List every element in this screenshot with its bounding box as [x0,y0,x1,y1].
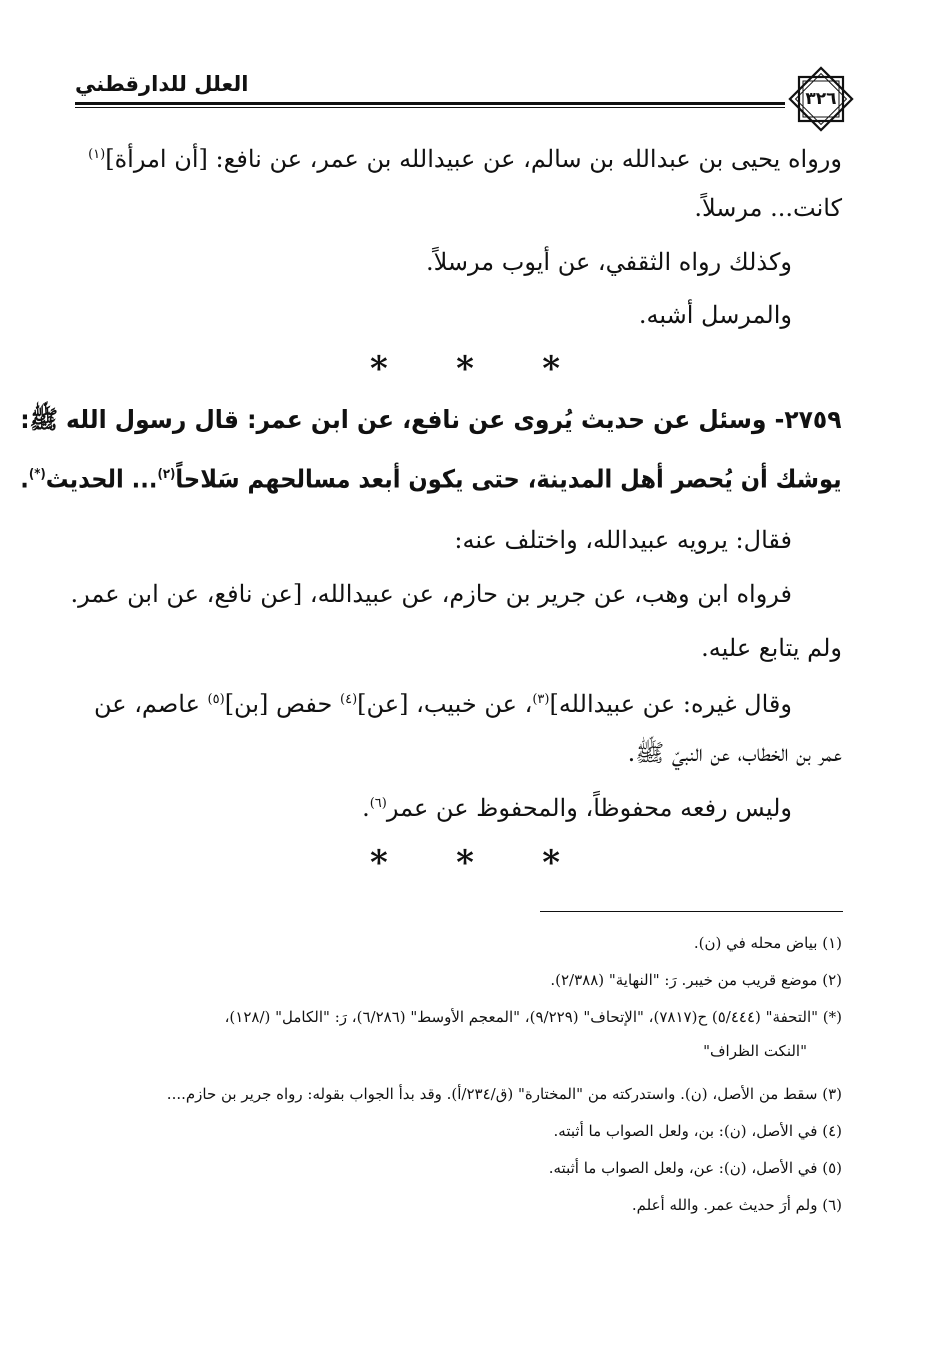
page-header [75,64,860,134]
footnote-ref-3[interactable]: (٣) [532,692,550,707]
footnote-ref-5[interactable]: (٥) [207,692,225,707]
footnote-ref-4[interactable]: (٤) [340,692,358,707]
page-number-badge [785,64,857,134]
body-line-2: كانت... مرسلاً. [694,194,842,222]
separator-star: * [456,349,474,389]
footnote-ref-6[interactable]: (٦) [369,796,387,811]
body-line-4: والمرسل أشبه. [638,301,792,329]
answer-line-3: ولم يتابع عليه. [701,634,842,662]
question-heading-line-2: يوشك أن يُحصر أهل المدينة، حتى يكون أبعد مسالحهم سَلاحاً$^{(٢)}$... الحديث(*). [20,464,843,494]
answer-line-5: عمر بن الخطاب، عن النبيّ ﷺ. [627,739,842,767]
footnote-ref-2[interactable]: (٢) [157,467,176,482]
page-number: ٣٢٦ [805,89,837,109]
separator-star: * [542,349,560,389]
footnote-3: (٣) سقط من الأصل، (ن). واستدركته من "المختارة" (ق/٢٣٤/أ). وقد بدأ الجواب بقوله: رواه جرير بن حازم.... [166,1085,842,1103]
footnote-5: (٥) في الأصل، (ن): عن، ولعل الصواب ما أثبته. [548,1159,842,1177]
section-separator [370,843,560,883]
footnote-2: (٢) موضع قريب من خيبر. رَ: "النهاية" (٢/٣٨٨). [550,971,842,989]
separator-star: * [370,349,388,389]
footnote-ref-1[interactable]: (١) [88,147,106,162]
answer-line-1: فقال: يرويه عبيدالله، واختلف عنه: [454,526,792,554]
footnote-star: (*) "التحفة" (٥/٤٤٤) ح(٧٨١٧)، "الإتحاف" (٩/٢٢٩)، "المعجم الأوسط" (٦/٢٨٦)، رَ: "الكامل" (/١٢٨)، [224,1008,842,1026]
section-separator [370,349,560,389]
question-heading-line-1: ٢٧٥٩- وسئل عن حديث يُروى عن نافع، عن ابن عمر: قال رسول الله ﷺ: [20,405,842,434]
answer-line-4: وقال غيره: عن عبيدالله]$^{(٣)}$، عن خبيب، [عن]$^{(٤)}$ حفص [بن]$^{(٥)}$ عاصم، عن [93,690,792,718]
footnote-4: (٤) في الأصل، (ن): بن، ولعل الصواب ما أثبته. [553,1122,842,1140]
body-line-3: وكذلك رواه الثقفي، عن أيوب مرسلاً. [425,248,792,276]
footnote-6: (٦) ولم أرَ حديث عمر. والله أعلم. [631,1196,842,1214]
header-rule [75,102,785,110]
separator-star: * [542,843,560,883]
separator-star: * [370,843,388,883]
body-line-1: ورواه يحيى بن عبدالله بن سالم، عن عبيدالله بن عمر، عن نافع: [أن امرأة]$^{(١)}$ [88,145,842,173]
separator-star: * [456,843,474,883]
footnote-ref-star[interactable]: (*) [29,467,47,482]
book-title: العلل للدارقطني [75,72,249,96]
answer-line-6: وليس رفعه محفوظاً، والمحفوظ عن عمر$^{(٦)}$. [362,794,792,822]
footnote-star-continued: "النكت الظراف" [703,1042,807,1060]
answer-line-2: فرواه ابن وهب، عن جرير بن حازم، عن عبيدالله، [عن نافع، عن ابن عمر. [70,580,792,608]
footnote-1: (١) بياض محله في (ن). [693,934,842,952]
footnotes-divider [540,911,843,912]
